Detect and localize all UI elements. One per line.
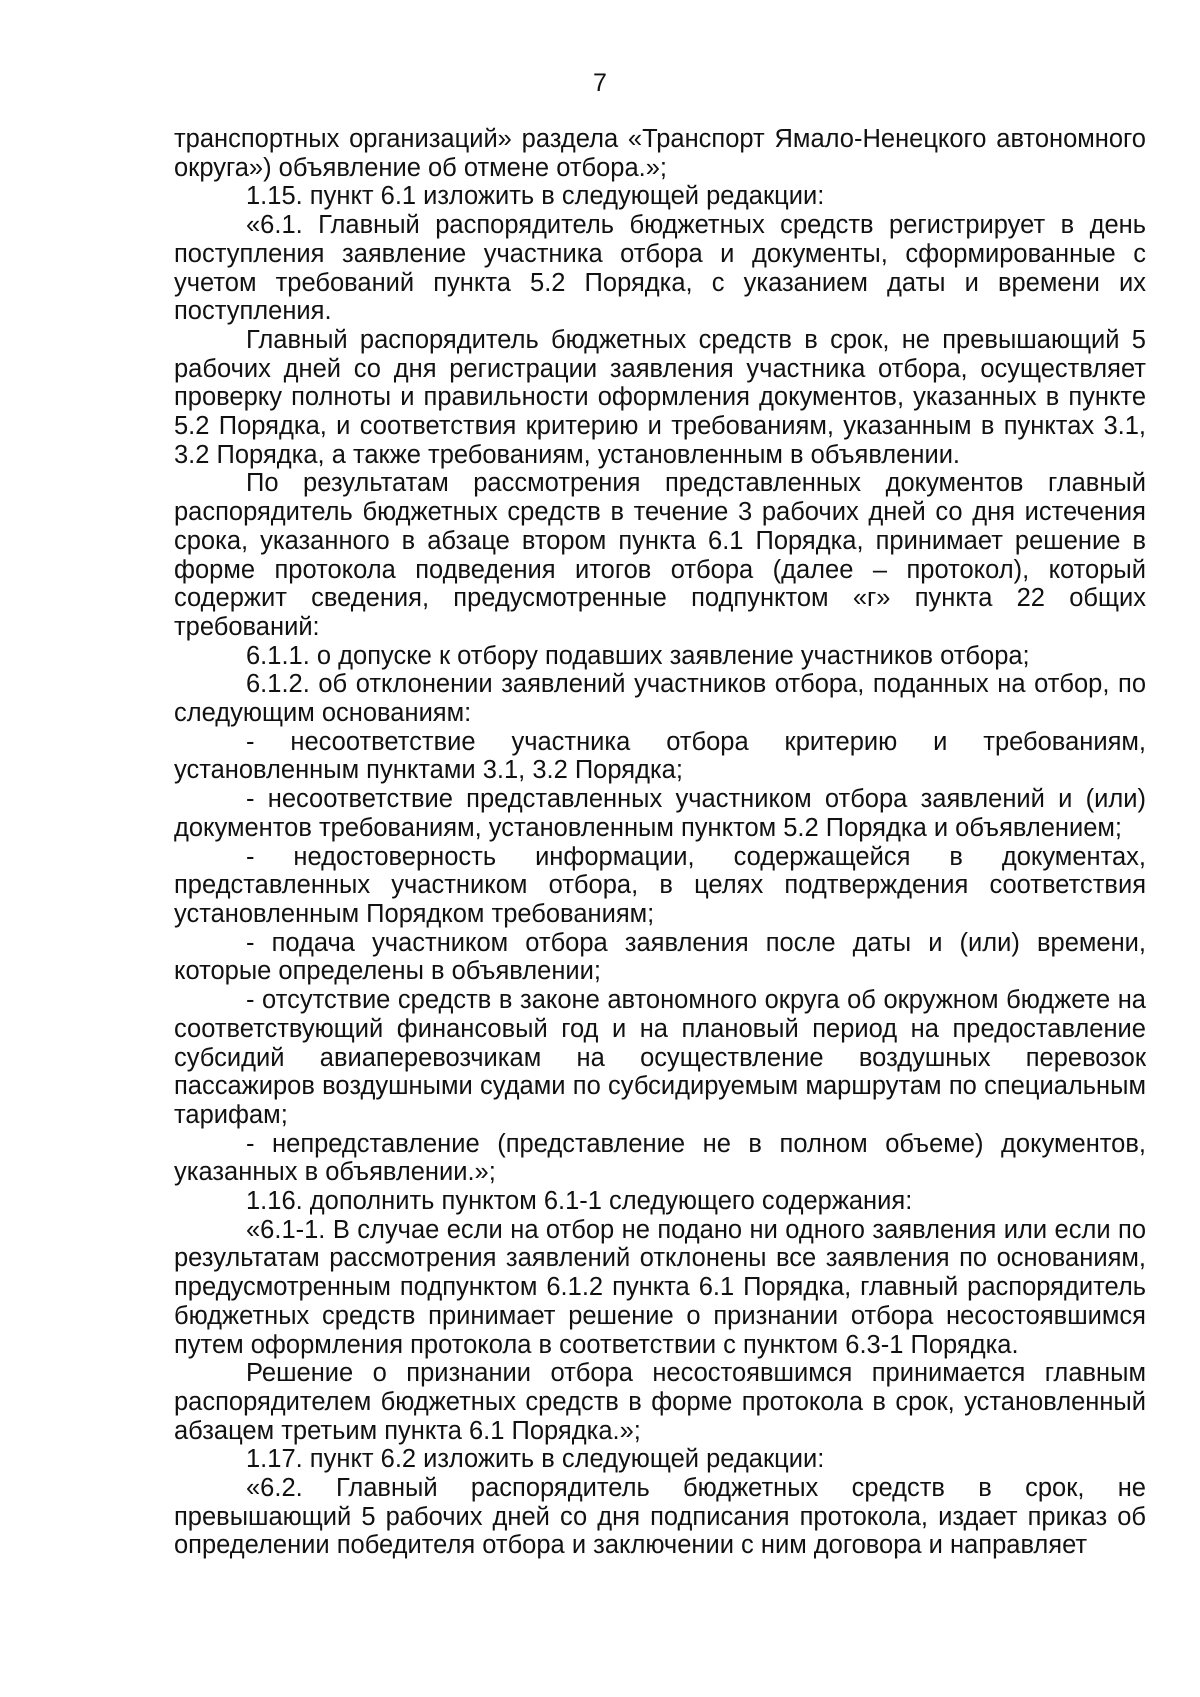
- paragraph: - непредставление (представление не в полном объеме) документов, указанных в объявлении.»;: [174, 1129, 1146, 1187]
- paragraph: 6.1.2. об отклонении заявлений участников отбора, поданных на отбор, по следующим основаниям:: [174, 670, 1146, 728]
- paragraph: - подача участником отбора заявления после даты и (или) времени, которые определены в объявлении;: [174, 928, 1146, 986]
- paragraph: 1.15. пункт 6.1 изложить в следующей редакции:: [246, 182, 825, 211]
- page-number: 7: [593, 69, 607, 97]
- paragraph: «6.1-1. В случае если на отбор не подано ни одного заявления или если по результатам рассмотрения заявлений отклонены все заявления по основаниям, предусмотренным подпунктом 6.1.2 пункта 6.1 Порядка, главный распорядитель бюджетных средств принимает решение о признании отбора несостоявшимся путем оформления протокола в соответствии с пунктом 6.3-1 Порядка.: [174, 1215, 1146, 1359]
- paragraph: 1.17. пункт 6.2 изложить в следующей редакции:: [246, 1445, 825, 1474]
- paragraph: По результатам рассмотрения представленных документов главный распорядитель бюджетных средств в течение 3 рабочих дней со дня истечения срока, указанного в абзаце втором пункта 6.1 Порядка, принимает решение в форме протокола подведения итогов отбора (далее – протокол), который содержит сведения, предусмотренные подпунктом «г» пункта 22 общих требований:: [174, 469, 1146, 641]
- paragraph: - несоответствие участника отбора критерию и требованиям, установленным пунктами 3.1, 3.2 Порядка;: [174, 727, 1146, 785]
- paragraph: Главный распорядитель бюджетных средств в срок, не превышающий 5 рабочих дней со дня регистрации заявления участника отбора, осуществляет проверку полноты и правильности оформления документов, указанных в пункте 5.2 Порядка, и соответствия критерию и требованиям, указанным в пунктах 3.1, 3.2 Порядка, а также требованиям, установленным в объявлении.: [174, 325, 1146, 469]
- paragraph: 6.1.1. о допуске к отбору подавших заявление участников отбора;: [246, 641, 1030, 670]
- paragraph: «6.1. Главный распорядитель бюджетных средств регистрирует в день поступления заявление участника отбора и документы, сформированные с учетом требований пункта 5.2 Порядка, с указанием даты и времени их поступления.: [174, 211, 1146, 326]
- paragraph: 1.16. дополнить пунктом 6.1-1 следующего содержания:: [246, 1187, 913, 1216]
- paragraph: - недостоверность информации, содержащейся в документах, представленных участником отбора, в целях подтверждения соответствия установленным Порядком требованиям;: [174, 842, 1146, 928]
- document-body: [174, 125, 1146, 1560]
- paragraph: - несоответствие представленных участником отбора заявлений и (или) документов требованиям, установленным пунктом 5.2 Порядка и объявлением;: [174, 785, 1146, 842]
- paragraph: - отсутствие средств в законе автономного округа об окружном бюджете на соответствующий финансовый год и на плановый период на предоставление субсидий авиаперевозчикам на осуществление воздушных перевозок пассажиров воздушными судами по субсидируемым маршрутам по специальным тарифам;: [174, 986, 1146, 1129]
- paragraph: «6.2. Главный распорядитель бюджетных средств в срок, не превышающий 5 рабочих дней со дня подписания протокола, издает приказ об определении победителя отбора и заключении с ним договора и направляет: [174, 1474, 1146, 1560]
- paragraph: Решение о признании отбора несостоявшимся принимается главным распорядителем бюджетных средств в форме протокола в срок, установленный абзацем третьим пункта 6.1 Порядка.»;: [174, 1359, 1146, 1445]
- paragraph: транспортных организаций» раздела «Транспорт Ямало-Ненецкого автономного округа») объявление об отмене отбора.»;: [174, 125, 1146, 182]
